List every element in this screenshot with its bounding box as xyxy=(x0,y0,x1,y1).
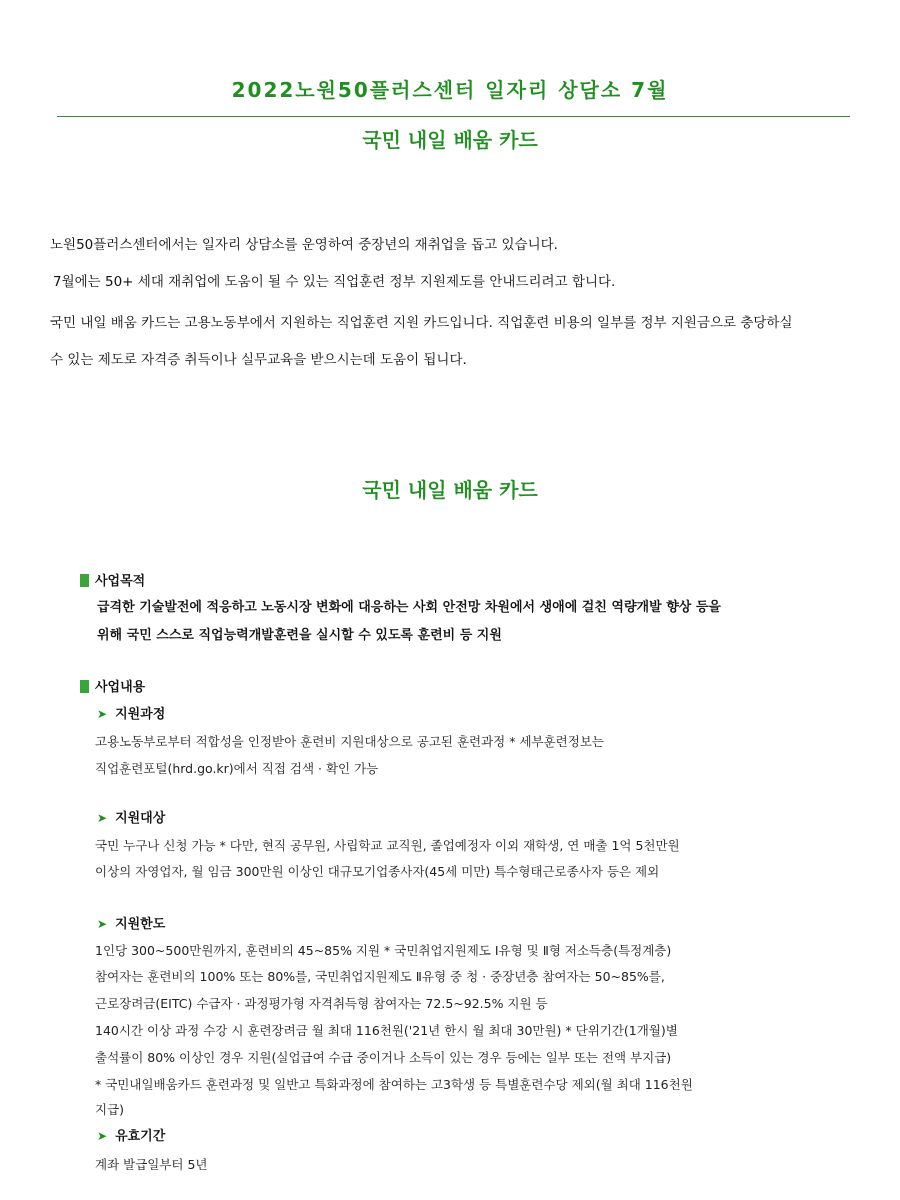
arrow-right-icon: ➤ xyxy=(97,1129,108,1143)
section-title: 국민 내일 배움 카드 xyxy=(362,478,538,502)
intro-paragraph-line: 7월에는 50+ 세대 재취업에 도움이 될 수 있는 직업훈련 정부 지원제도를 안내드리려고 합니다. xyxy=(53,274,616,290)
limit-text-line: 출석률이 80% 이상인 경우 지원(실업급여 수급 중이거나 소득이 있는 경우 등에는 일부 또는 전액 부지급) xyxy=(95,1050,672,1065)
page-title: 2022노원50플러스센터 일자리 상담소 7월 xyxy=(231,78,669,102)
limit-text-line: * 국민내일배움카드 훈련과정 및 일반고 특화과정에 참여하는 고3학생 등 특별훈련수당 제외(월 최대 116천원 xyxy=(95,1077,693,1092)
square-bullet-icon xyxy=(80,680,89,693)
subheading-course xyxy=(97,704,165,725)
limit-text-line: 140시간 이상 과정 수강 시 훈련장려금 월 최대 116천원('21년 한시 월 최대 30만원) * 단위기간(1개월)별 xyxy=(95,1023,678,1038)
subheading-label: 지원대상 xyxy=(115,811,166,826)
limit-text-line: 참여자는 훈련비의 100% 또는 80%를, 국민취업지원제도 Ⅱ유형 중 청 · 중장년층 참여자는 50~85%를, xyxy=(95,969,665,984)
limit-text-line: 근로장려금(EITC) 수급자 · 과정평가형 자격취득형 참여자는 72.5~92.5% 지원 등 xyxy=(95,996,548,1011)
subheading-label: 유효기간 xyxy=(115,1129,166,1144)
target-text-line: 국민 누구나 신청 가능 * 다만, 현직 공무원, 사립학교 교직원, 졸업예정자 이외 재학생, 연 매출 1억 5천만원 xyxy=(95,838,680,853)
square-bullet-icon xyxy=(80,574,89,587)
course-text-line: 직업훈련포털(hrd.go.kr)에서 직접 검색 · 확인 가능 xyxy=(95,761,379,776)
target-text-line: 이상의 자영업자, 월 임금 300만원 이상인 대규모기업종사자(45세 미만) 특수형태근로종사자 등은 제외 xyxy=(95,864,660,879)
limit-text-line: 지급) xyxy=(95,1102,125,1117)
subheading-validity xyxy=(97,1126,165,1147)
arrow-right-icon: ➤ xyxy=(97,917,108,931)
section-heading-label: 사업목적 xyxy=(95,574,146,589)
subheading-label: 지원과정 xyxy=(115,707,166,722)
purpose-text-line: 위해 국민 스스로 직업능력개발훈련을 실시할 수 있도록 훈련비 등 지원 xyxy=(97,628,502,643)
section-heading-content xyxy=(80,678,145,698)
purpose-text-line: 급격한 기술발전에 적응하고 노동시장 변화에 대응하는 사회 안전망 차원에서 생애에 걸친 역량개발 향상 등을 xyxy=(97,600,721,615)
limit-text-line: 1인당 300~500만원까지, 훈련비의 45~85% 지원 * 국민취업지원제도 Ⅰ유형 및 Ⅱ형 저소득층(특정계층) xyxy=(95,943,672,958)
page-subtitle: 국민 내일 배움 카드 xyxy=(362,128,538,152)
course-text-line: 고용노동부로부터 적합성을 인정받아 훈련비 지원대상으로 공고된 훈련과정 * 세부훈련정보는 xyxy=(95,734,604,749)
subheading-target xyxy=(97,808,165,829)
intro-paragraph-line: 국민 내일 배움 카드는 고용노동부에서 지원하는 직업훈련 지원 카드입니다. 직업훈련 비용의 일부를 정부 지원금으로 충당하실 xyxy=(50,315,793,331)
validity-text-line: 계좌 발급일부터 5년 xyxy=(95,1157,208,1172)
subheading-limit xyxy=(97,914,165,935)
section-heading-label: 사업내용 xyxy=(95,680,146,695)
arrow-right-icon: ➤ xyxy=(97,811,108,825)
section-heading-purpose xyxy=(80,572,145,592)
title-divider xyxy=(57,116,850,117)
subheading-label: 지원한도 xyxy=(115,917,166,932)
intro-paragraph-line: 노원50플러스센터에서는 일자리 상담소를 운영하여 중장년의 재취업을 돕고 있습니다. xyxy=(50,237,558,253)
arrow-right-icon: ➤ xyxy=(97,707,108,721)
intro-paragraph-line: 수 있는 제도로 자격증 취득이나 실무교육을 받으시는데 도움이 됩니다. xyxy=(50,352,467,368)
